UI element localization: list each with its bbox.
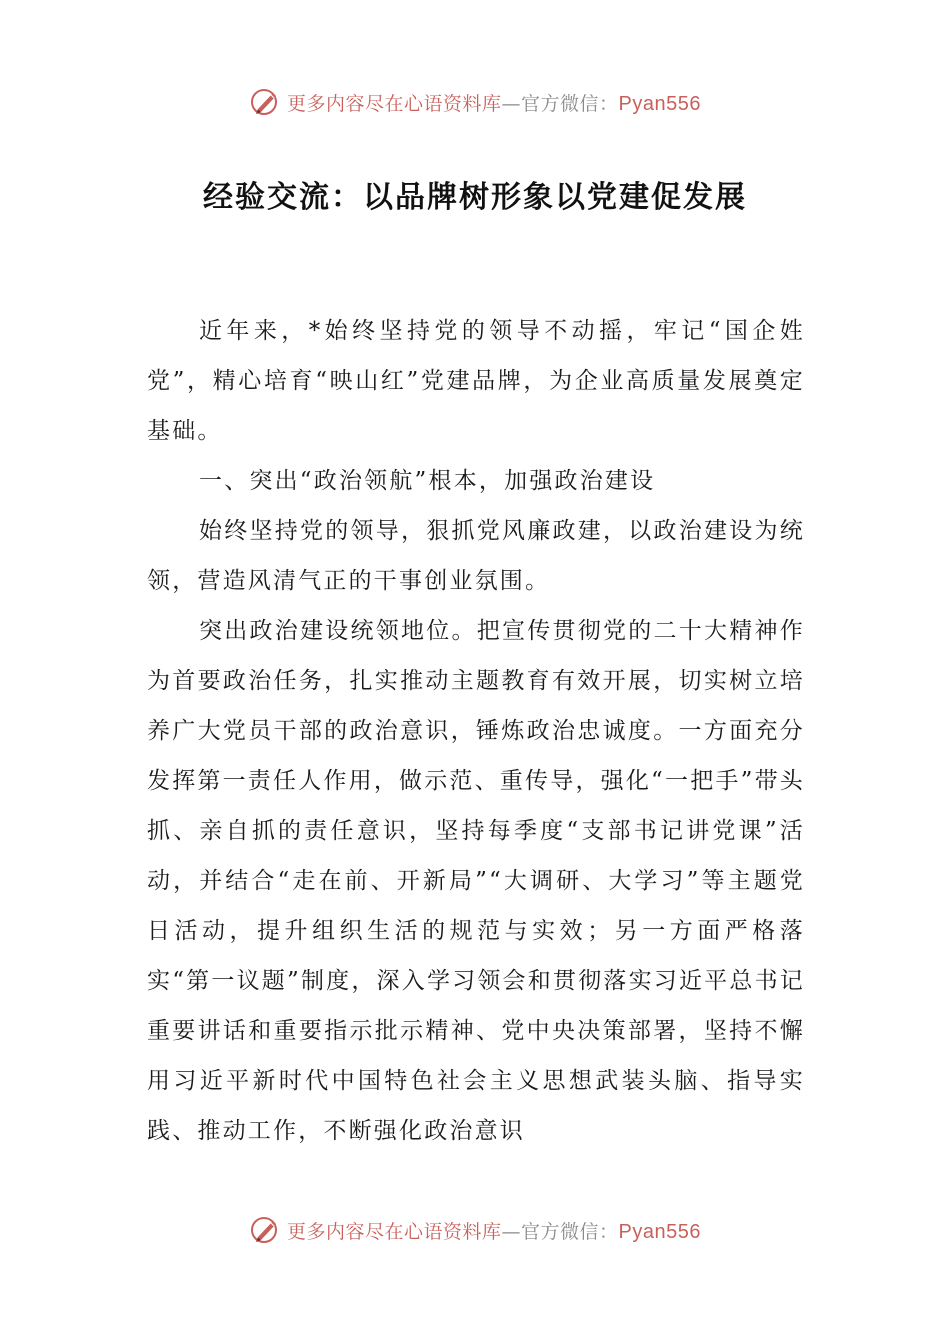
watermark-prefix: 更多内容尽在心语资料库 [287, 92, 502, 115]
watermark-account: Pyan556 [618, 92, 701, 115]
paragraph-detail: 突出政治建设统领地位。把宣传贯彻党的二十大精神作为首要政治任务，扎实推动主题教育有效开展，切实树立培养广大党员干部的政治意识，锤炼政治忠诚度。一方面充分发挥第一责任人作用，做示范、重传导，强化“一把手”带头抓、亲自抓的责任意识，坚持每季度“支部书记讲党课”活动，并结合“走在前、开新局”“大调研、大学习”等主题党日活动，提升组织生活的规范与实效；另一方面严格落实“第一议题”制度，深入学习领会和贯彻落实习近平总书记重要讲话和重要指示批示精神、党中央决策部署，坚持不懈用习近平新时代中国特色社会主义思想武装头脑、指导实践、推动工作，不断强化政治意识 [147, 618, 805, 1144]
footer-watermark [0, 1210, 950, 1250]
watermark-text [287, 1217, 701, 1244]
watermark-text [287, 89, 701, 116]
section-heading: 一、突出“政治领航”根本，加强政治建设 [199, 468, 656, 494]
document-body [147, 306, 805, 1156]
watermark-label: 官方微信： [521, 92, 619, 115]
watermark-label: 官方微信： [521, 1220, 619, 1243]
watermark-account: Pyan556 [618, 1220, 701, 1243]
watermark-dash: — [501, 1220, 522, 1243]
watermark-prefix: 更多内容尽在心语资料库 [287, 1220, 502, 1243]
header-watermark [0, 82, 950, 122]
paragraph-intro: 近年来，*始终坚持党的领导不动摇，牢记“国企姓党”，精心培育“映山红”党建品牌，为企业高质量发展奠定基础。 [147, 318, 805, 444]
watermark-dash: — [501, 92, 522, 115]
pen-logo-icon [249, 85, 283, 119]
pen-logo-icon [249, 1213, 283, 1247]
document-title: 经验交流：以品牌树形象以党建促发展 [203, 180, 747, 215]
paragraph-summary: 始终坚持党的领导，狠抓党风廉政建，以政治建设为统领，营造风清气正的干事创业氛围。 [147, 518, 805, 594]
